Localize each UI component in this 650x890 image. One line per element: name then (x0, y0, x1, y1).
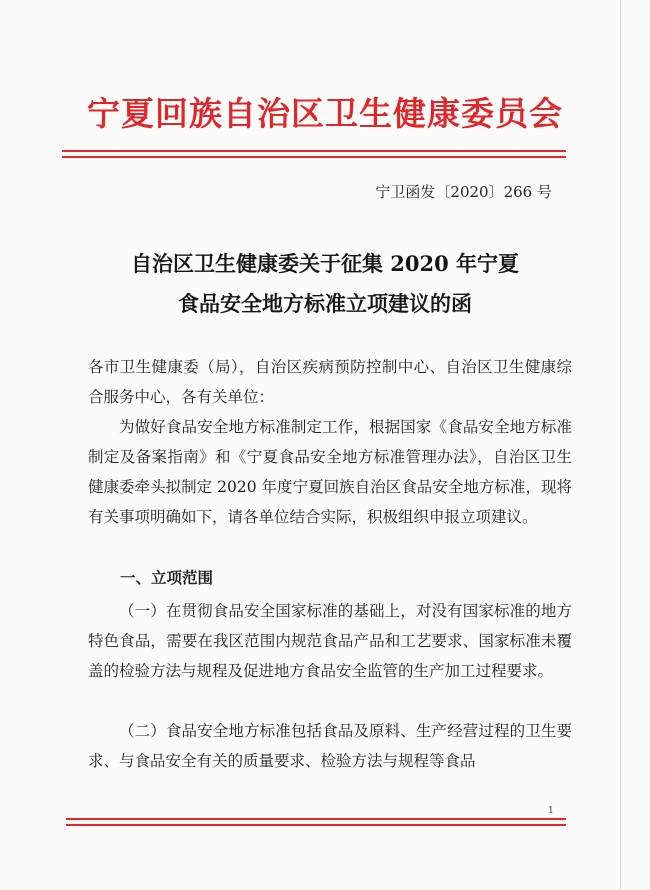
document-title-line-2: 食品安全地方标准立项建议的函 (178, 291, 472, 316)
footer-rule (66, 818, 566, 820)
section-item-2: （二）食品安全地方标准包括食品及原料、生产经营过程的卫生要求、与食品安全有关的质量要求、检验方法与规程等食品 (88, 722, 572, 770)
intro-paragraph: 为做好食品安全地方标准制定工作，根据国家《食品安全地方标准制定及备案指南》和《宁夏食品安全地方标准管理办法》，自治区卫生健康委牵头拟制定 2020 年度宁夏回族自治区食品安全地方标准，现将有关事项明确如下，请各单位结合实际，积极组织申报立项建议。 (88, 418, 572, 526)
footer-rule (66, 824, 566, 826)
document-title-line-1: 自治区卫生健康委关于征集 2020 年宁夏 (130, 251, 520, 276)
letterhead-title: 宁夏回族自治区卫生健康委员会 (87, 94, 563, 133)
document-number: 宁卫函发〔2020〕266 号 (375, 183, 552, 201)
letterhead-rule (62, 150, 566, 152)
section-heading: 一、立项范围 (120, 568, 214, 587)
letterhead-rule (62, 156, 566, 158)
page-number: 1 (548, 806, 554, 816)
addressee: 各市卫生健康委（局），自治区疾病预防控制中心、自治区卫生健康综合服务中心，各有关单位： (88, 358, 572, 406)
section-item-1: （一）在贯彻食品安全国家标准的基础上，对没有国家标准的地方特色食品，需要在我区范围内规范食品产品和工艺要求、国家标准未覆盖的检验方法与规程及促进地方食品安全监管的生产加工过程要求。 (88, 602, 572, 680)
